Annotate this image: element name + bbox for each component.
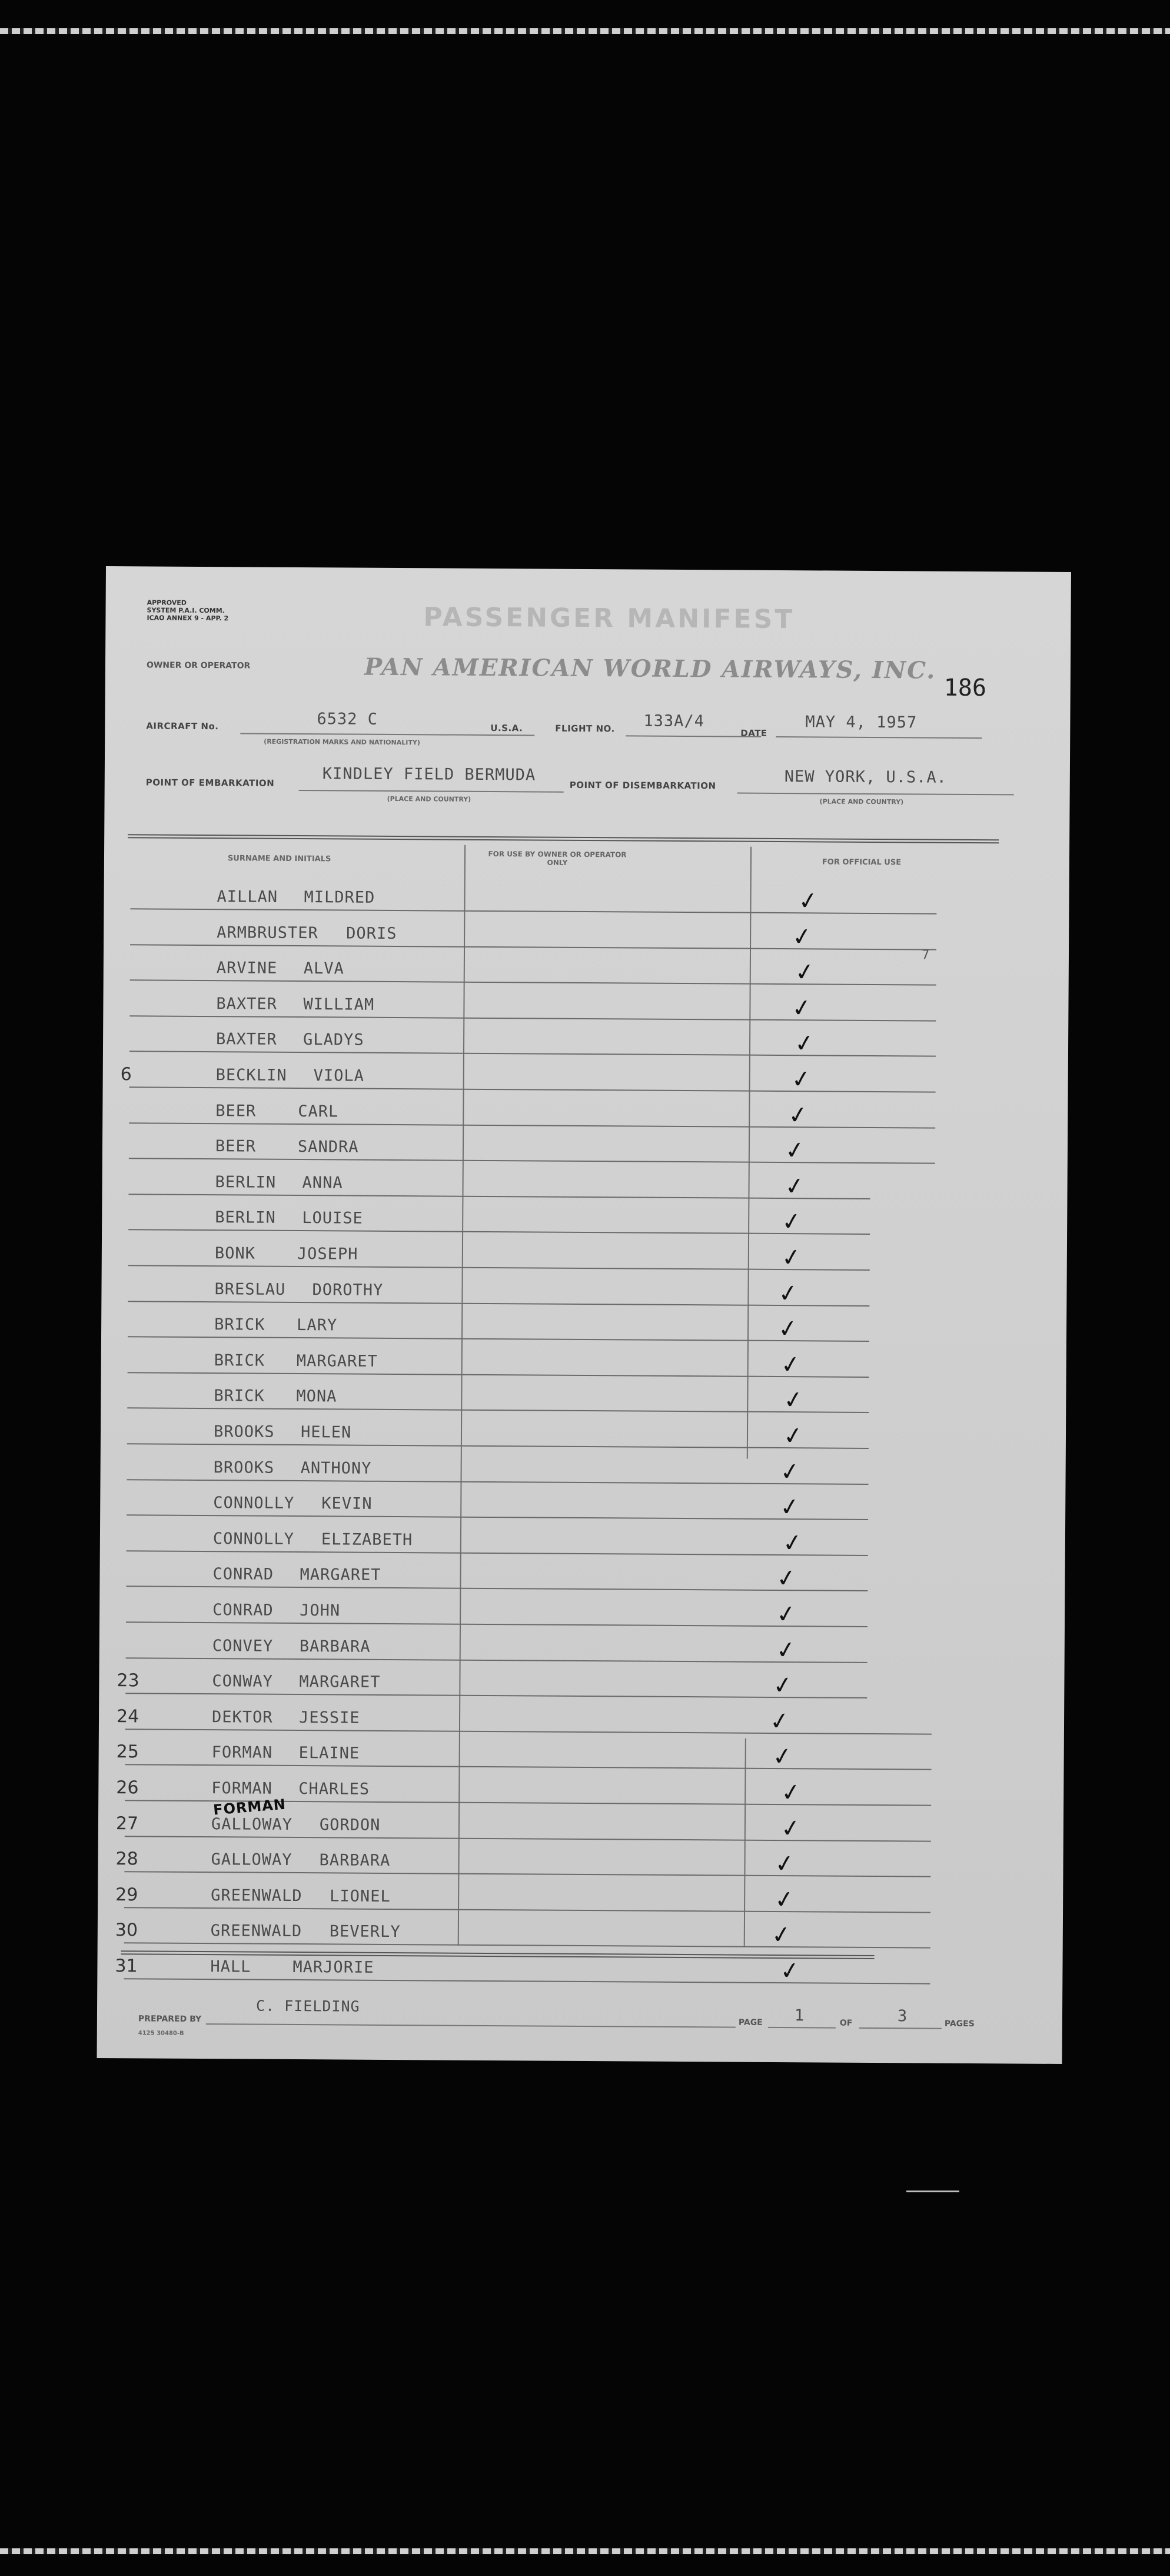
- official-check-mark-icon: ✓: [793, 958, 817, 988]
- passenger-given-name: LARY: [297, 1316, 338, 1335]
- approval-stamp: [147, 599, 228, 622]
- passenger-surname: CONRAD: [212, 1565, 274, 1584]
- passenger-given-name: WILLIAM: [303, 995, 375, 1014]
- embarkation-sublabel: (PLACE AND COUNTRY): [387, 795, 471, 803]
- row-rule: [125, 1693, 867, 1699]
- passenger-given-name: MARGARET: [300, 1565, 381, 1585]
- row-rule: [128, 1372, 869, 1378]
- column-header-names: SURNAME AND INITIALS: [227, 854, 331, 864]
- passenger-row: [102, 1165, 1067, 1206]
- official-check-mark-icon: ✓: [789, 1065, 813, 1095]
- column-header-owner-use: FOR USE BY OWNER OR OPERATOR ONLY: [488, 849, 627, 867]
- passenger-given-name: ALVA: [303, 959, 344, 978]
- row-number: 6: [120, 1064, 132, 1085]
- owner-label: OWNER OR OPERATOR: [146, 660, 251, 671]
- official-check-mark-icon: ✓: [778, 1457, 802, 1487]
- passenger-given-name: ELIZABETH: [321, 1530, 413, 1550]
- passenger-row: [98, 1914, 1063, 1955]
- official-check-mark-icon: ✓: [775, 1600, 798, 1630]
- passenger-surname: BERLIN: [215, 1172, 277, 1192]
- passenger-row: [99, 1664, 1064, 1706]
- official-check-mark-icon: ✓: [793, 1029, 816, 1059]
- passenger-surname: FORMAN: [211, 1743, 273, 1763]
- passenger-given-name: MARGARET: [296, 1351, 378, 1371]
- passenger-row: [101, 1308, 1066, 1349]
- passenger-given-name: LIONEL: [330, 1887, 391, 1906]
- forman-correction: FORMAN: [212, 1796, 287, 1819]
- passenger-given-name: SANDRA: [297, 1138, 359, 1156]
- row-rule: [127, 1514, 868, 1520]
- passenger-given-name: CARL: [298, 1102, 339, 1121]
- official-check-mark-icon: ✓: [771, 1671, 795, 1701]
- passenger-given-name: HELEN: [300, 1423, 352, 1442]
- passenger-row: [98, 1736, 1063, 1777]
- row-rule: [125, 1836, 931, 1842]
- prepared-label: PREPARED BY: [138, 2014, 202, 2025]
- table-top-rule: [128, 834, 999, 843]
- passenger-given-name: KEVIN: [321, 1494, 373, 1513]
- disembarkation-underline: [737, 793, 1014, 796]
- passenger-given-name: DOROTHY: [312, 1280, 384, 1299]
- official-check-mark-icon: ✓: [770, 1742, 795, 1772]
- passenger-given-name: MILDRED: [304, 888, 375, 907]
- page-underline: [768, 2027, 836, 2029]
- embarkation-label: POINT OF EMBARKATION: [145, 777, 275, 789]
- approval-line: ICAO ANNEX 9 - APP. 2: [147, 614, 229, 623]
- official-check-mark-icon: ✓: [790, 993, 813, 1023]
- passenger-surname: DEKTOR: [211, 1707, 273, 1727]
- passenger-row: [100, 1486, 1065, 1527]
- row-rule: [129, 1086, 936, 1092]
- official-check-mark-icon: ✓: [782, 1385, 805, 1415]
- embarkation-underline: [299, 790, 564, 793]
- passenger-given-name: BEVERLY: [329, 1922, 401, 1942]
- embarkation-value: KINDLEY FIELD BERMUDA: [322, 765, 536, 785]
- nationality: U.S.A.: [490, 722, 523, 734]
- row-rule: [124, 1907, 930, 1913]
- passenger-surname: GREENWALD: [211, 1886, 303, 1905]
- passenger-surname: BONK: [214, 1244, 255, 1263]
- row-number: 23: [117, 1670, 139, 1691]
- passenger-given-name: CHARLES: [298, 1780, 370, 1799]
- row-number: 25: [116, 1741, 139, 1763]
- row-rule: [127, 1443, 869, 1449]
- passenger-given-name: JOHN: [300, 1601, 341, 1620]
- passenger-row: [99, 1700, 1064, 1741]
- page-value: 1: [794, 2006, 805, 2025]
- passenger-surname: CONRAD: [212, 1601, 274, 1620]
- row-number: 26: [116, 1777, 139, 1799]
- flight-label: FLIGHT NO.: [555, 723, 615, 734]
- passenger-surname: BRICK: [214, 1315, 265, 1334]
- row-rule: [128, 1265, 870, 1271]
- official-check-mark-icon: ✓: [773, 1884, 796, 1914]
- passenger-row: [102, 1094, 1068, 1135]
- official-check-mark-icon: ✓: [779, 1350, 803, 1380]
- passenger-row: [103, 1022, 1068, 1063]
- owner-value: PAN AMERICAN WORLD AIRWAYS, INC.: [364, 653, 936, 684]
- passenger-surname: CONNOLLY: [212, 1529, 295, 1548]
- passenger-given-name: MONA: [296, 1387, 337, 1406]
- passenger-surname: GALLOWAY: [211, 1814, 293, 1834]
- official-check-mark-icon: ✓: [778, 1956, 802, 1986]
- disembarkation-value: NEW YORK, U.S.A.: [784, 767, 948, 787]
- stray-mark: 7: [921, 948, 930, 963]
- row-rule: [129, 1158, 935, 1164]
- row-rule: [127, 1479, 869, 1485]
- official-check-mark-icon: ✓: [775, 1564, 798, 1594]
- row-rule: [124, 1978, 930, 1984]
- date-label: DATE: [740, 727, 767, 739]
- row-number: 31: [115, 1956, 138, 1977]
- row-rule: [129, 1122, 935, 1128]
- row-rule: [128, 1229, 870, 1235]
- form-title: PASSENGER MANIFEST: [423, 602, 795, 635]
- passenger-given-name: ANTHONY: [300, 1458, 372, 1478]
- passenger-given-name: MARGARET: [299, 1673, 381, 1692]
- passenger-given-name: ELAINE: [298, 1744, 360, 1763]
- of-label: OF: [839, 2018, 853, 2028]
- passenger-surname: BERLIN: [215, 1208, 276, 1228]
- row-number: 24: [116, 1706, 139, 1727]
- passenger-surname: HALL: [210, 1957, 251, 1976]
- passenger-given-name: GORDON: [319, 1815, 381, 1834]
- passenger-surname: BAXTER: [216, 994, 278, 1013]
- row-rule: [126, 1657, 867, 1663]
- row-number: 28: [115, 1849, 138, 1870]
- film-edge-top: [0, 28, 1170, 34]
- official-check-mark-icon: ✓: [796, 886, 820, 916]
- passenger-row: [101, 1415, 1066, 1456]
- official-check-mark-icon: ✓: [783, 1171, 807, 1201]
- row-rule: [124, 1943, 930, 1949]
- film-speck: [906, 2191, 959, 2192]
- manifest-sheet: [97, 566, 1071, 2064]
- passenger-surname: BEER: [215, 1137, 257, 1156]
- passenger-surname: CONNOLLY: [213, 1494, 295, 1513]
- row-number: 27: [115, 1813, 139, 1834]
- passenger-surname: GREENWALD: [210, 1922, 303, 1941]
- passenger-surname: AILLAN: [217, 888, 278, 906]
- of-value: 3: [897, 2007, 908, 2026]
- official-check-mark-icon: ✓: [778, 1493, 802, 1523]
- passenger-surname: BRICK: [214, 1387, 265, 1406]
- passenger-given-name: BARBARA: [299, 1637, 371, 1656]
- row-rule: [126, 1586, 867, 1592]
- row-rule: [125, 1729, 932, 1734]
- official-check-mark-icon: ✓: [780, 1207, 803, 1237]
- passenger-row: [101, 1379, 1066, 1420]
- official-check-mark-icon: ✓: [779, 1243, 803, 1273]
- official-check-mark-icon: ✓: [776, 1314, 800, 1344]
- official-check-mark-icon: ✓: [783, 1136, 807, 1166]
- passenger-row: [102, 1201, 1067, 1242]
- row-rule: [128, 1301, 869, 1307]
- passenger-row: [102, 1237, 1067, 1278]
- passenger-surname: BROOKS: [213, 1458, 275, 1477]
- passenger-row: [98, 1879, 1063, 1920]
- page-label: PAGE: [738, 2017, 763, 2027]
- row-number: 29: [115, 1884, 138, 1906]
- row-rule: [124, 1871, 930, 1877]
- official-check-mark-icon: ✓: [779, 1813, 803, 1843]
- aircraft-underline: [240, 733, 534, 736]
- row-rule: [127, 1550, 868, 1556]
- passenger-surname: BRICK: [214, 1351, 265, 1370]
- passenger-row: [104, 880, 1069, 921]
- passenger-row: [103, 987, 1068, 1028]
- row-number: 30: [115, 1920, 138, 1941]
- approval-line: SYSTEM P.A.I. COMM.: [147, 606, 225, 615]
- passenger-given-name: LOUISE: [302, 1209, 363, 1228]
- column-header-official-use: FOR OFFICIAL USE: [822, 857, 902, 867]
- aircraft-sublabel: (REGISTRATION MARKS AND NATIONALITY): [264, 737, 420, 747]
- passenger-row: [99, 1629, 1065, 1670]
- aircraft-value: 6532 C: [317, 710, 378, 729]
- official-check-mark-icon: ✓: [768, 1706, 792, 1736]
- official-check-mark-icon: ✓: [776, 1278, 800, 1308]
- passenger-surname: BAXTER: [215, 1030, 277, 1049]
- disembarkation-sublabel: (PLACE AND COUNTRY): [819, 797, 904, 806]
- official-check-mark-icon: ✓: [782, 1421, 805, 1451]
- row-rule: [130, 944, 936, 950]
- passenger-row: [101, 1272, 1066, 1314]
- passenger-given-name: BARBARA: [319, 1851, 391, 1870]
- passenger-row: [98, 1843, 1063, 1884]
- passenger-surname: CONWAY: [212, 1672, 274, 1691]
- passenger-surname: CONVEY: [212, 1636, 274, 1656]
- official-check-mark-icon: ✓: [774, 1635, 798, 1665]
- row-rule: [128, 1336, 869, 1342]
- passenger-surname: BRESLAU: [214, 1279, 286, 1299]
- passenger-surname: ARVINE: [216, 959, 278, 978]
- official-check-mark-icon: ✓: [790, 922, 814, 952]
- disembarkation-label: POINT OF DISEMBARKATION: [569, 779, 716, 792]
- pages-label: PAGES: [944, 2019, 975, 2029]
- passenger-row: [102, 1129, 1068, 1171]
- passenger-row: [103, 1058, 1068, 1099]
- passenger-surname: BEER: [215, 1101, 257, 1121]
- prepared-value: C. FIELDING: [255, 1997, 360, 2015]
- row-rule: [128, 1194, 870, 1199]
- passenger-given-name: GLADYS: [303, 1031, 364, 1050]
- passenger-given-name: JOSEPH: [297, 1245, 358, 1264]
- official-check-mark-icon: ✓: [786, 1100, 810, 1130]
- page-stamp-number: 186: [943, 674, 987, 702]
- passenger-surname: BROOKS: [213, 1422, 275, 1441]
- date-value: MAY 4, 1957: [805, 713, 918, 732]
- official-check-mark-icon: ✓: [780, 1528, 805, 1558]
- passenger-row: [101, 1344, 1066, 1385]
- passenger-given-name: ANNA: [302, 1173, 343, 1192]
- official-check-mark-icon: ✓: [779, 1778, 803, 1808]
- film-edge-bottom: [0, 2548, 1170, 2554]
- official-check-mark-icon: ✓: [773, 1849, 796, 1879]
- aircraft-label: AIRCRAFT No.: [146, 720, 219, 732]
- passenger-given-name: JESSIE: [298, 1708, 360, 1727]
- passenger-given-name: VIOLA: [313, 1066, 365, 1085]
- form-number: 4125 30480-B: [138, 2030, 184, 2037]
- row-rule: [129, 1015, 936, 1021]
- row-rule: [125, 1764, 932, 1770]
- of-underline: [859, 2027, 942, 2029]
- passenger-row: [100, 1522, 1065, 1563]
- passenger-surname: ARMBRUSTER: [217, 923, 318, 942]
- official-check-mark-icon: ✓: [769, 1920, 793, 1950]
- passenger-row: [99, 1557, 1065, 1598]
- passenger-surname: BECKLIN: [215, 1066, 287, 1085]
- passenger-row: [100, 1451, 1065, 1492]
- passenger-surname: GALLOWAY: [211, 1850, 292, 1870]
- passenger-given-name: DORIS: [346, 924, 397, 943]
- passenger-given-name: MARJORIE: [292, 1957, 374, 1977]
- passenger-surname: FORMAN: [211, 1779, 272, 1798]
- passenger-row: [99, 1593, 1065, 1634]
- row-rule: [127, 1408, 869, 1414]
- row-rule: [126, 1621, 867, 1627]
- date-underline: [776, 736, 982, 739]
- approval-line: APPROVED: [147, 599, 187, 607]
- flight-value: 133A/4: [643, 712, 705, 731]
- prepared-underline: [206, 2023, 736, 2027]
